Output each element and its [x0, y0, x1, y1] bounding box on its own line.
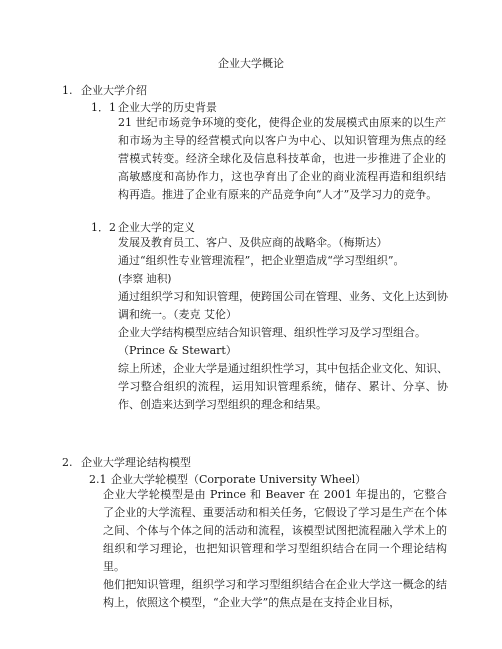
definition-line: (李察 迪积) — [118, 273, 172, 285]
section-1-1-number: 1．1 — [91, 101, 116, 114]
section-1-2-label: 企业大学的定义 — [118, 221, 195, 234]
section-2-1-heading — [89, 473, 366, 487]
definition-line: 企业大学结构模型应结合知识管理、组织性学习及学习型组合。 — [118, 326, 426, 339]
section-1-2-body — [118, 234, 448, 414]
section-1-1-paragraph: 21 世纪市场竞争环境的变化，使得企业的发展模式由原来的以生产和市场为主导的经营模式向以客户为中心、以知识管理为焦点的经营模式转变。经济全球化及信息科技革命，也进一步推进了企业的高敏感度和高协作力，这也孕育出了企业的商业流程再造和组织结构再造。推进了企业有原来的产品竞争向“人才”及学习力的竞争。 — [118, 116, 446, 201]
section-2-number: 2. — [62, 456, 73, 469]
section-2-1-paragraph: 他们把知识管理，组织学习和学习型组织结合在企业大学这一概念的结构上，依照这个模型，“企业大学”的焦点是在支持企业目标， — [103, 578, 447, 609]
definition-line: 通过“组织性专业管理流程”，把企业塑造成“学习型组织”。 — [118, 254, 405, 267]
section-2-1-paragraph: 企业大学轮模型是由 Prince 和 Beaver 在 2001 年提出的，它整合了企业的大学流程、重要活动和相关任务，它假设了学习是生产在个体之间、个体与个体之间的活动和流程，该模型试图把流程融入学术上的组织和学习理论，也把知识管理和学习型组织结合在同一个理论结构里。 — [103, 488, 447, 573]
document-title: 企业大学概论 — [218, 57, 284, 70]
section-2-label: 企业大学理论结构模型 — [81, 456, 191, 469]
section-2-1-body — [103, 486, 447, 612]
section-1-number: 1. — [62, 84, 73, 97]
section-1-2-heading — [91, 221, 195, 235]
definition-line: 通过组织学习和知识管理，使跨国公司在管理、业务、文化上达到协调和统一。（麦克 艾伦） — [118, 290, 448, 321]
section-2-1-number: 2.1 — [89, 473, 107, 486]
section-1-heading — [62, 84, 147, 98]
definition-line: （Prince & Stewart） — [118, 344, 237, 357]
definition-summary: 综上所述，企业大学是通过组织性学习，其中包括企业文化、知识、学习整合组织的流程，运用知识管理系统，储存、累计、分享、协作、创造来达到学习型组织的理念和结果。 — [118, 362, 448, 411]
section-1-1-label: 企业大学的历史背景 — [118, 101, 217, 114]
section-2-1-label: 企业大学轮模型（Corporate University Wheel） — [111, 473, 367, 486]
definition-line: 发展及教育员工、客户、及供应商的战略伞。（梅斯达） — [118, 236, 388, 249]
section-1-label: 企业大学介绍 — [81, 84, 147, 97]
section-1-2-number: 1．2 — [91, 221, 116, 234]
section-1-1-heading — [91, 101, 217, 115]
section-2-heading — [62, 456, 191, 470]
